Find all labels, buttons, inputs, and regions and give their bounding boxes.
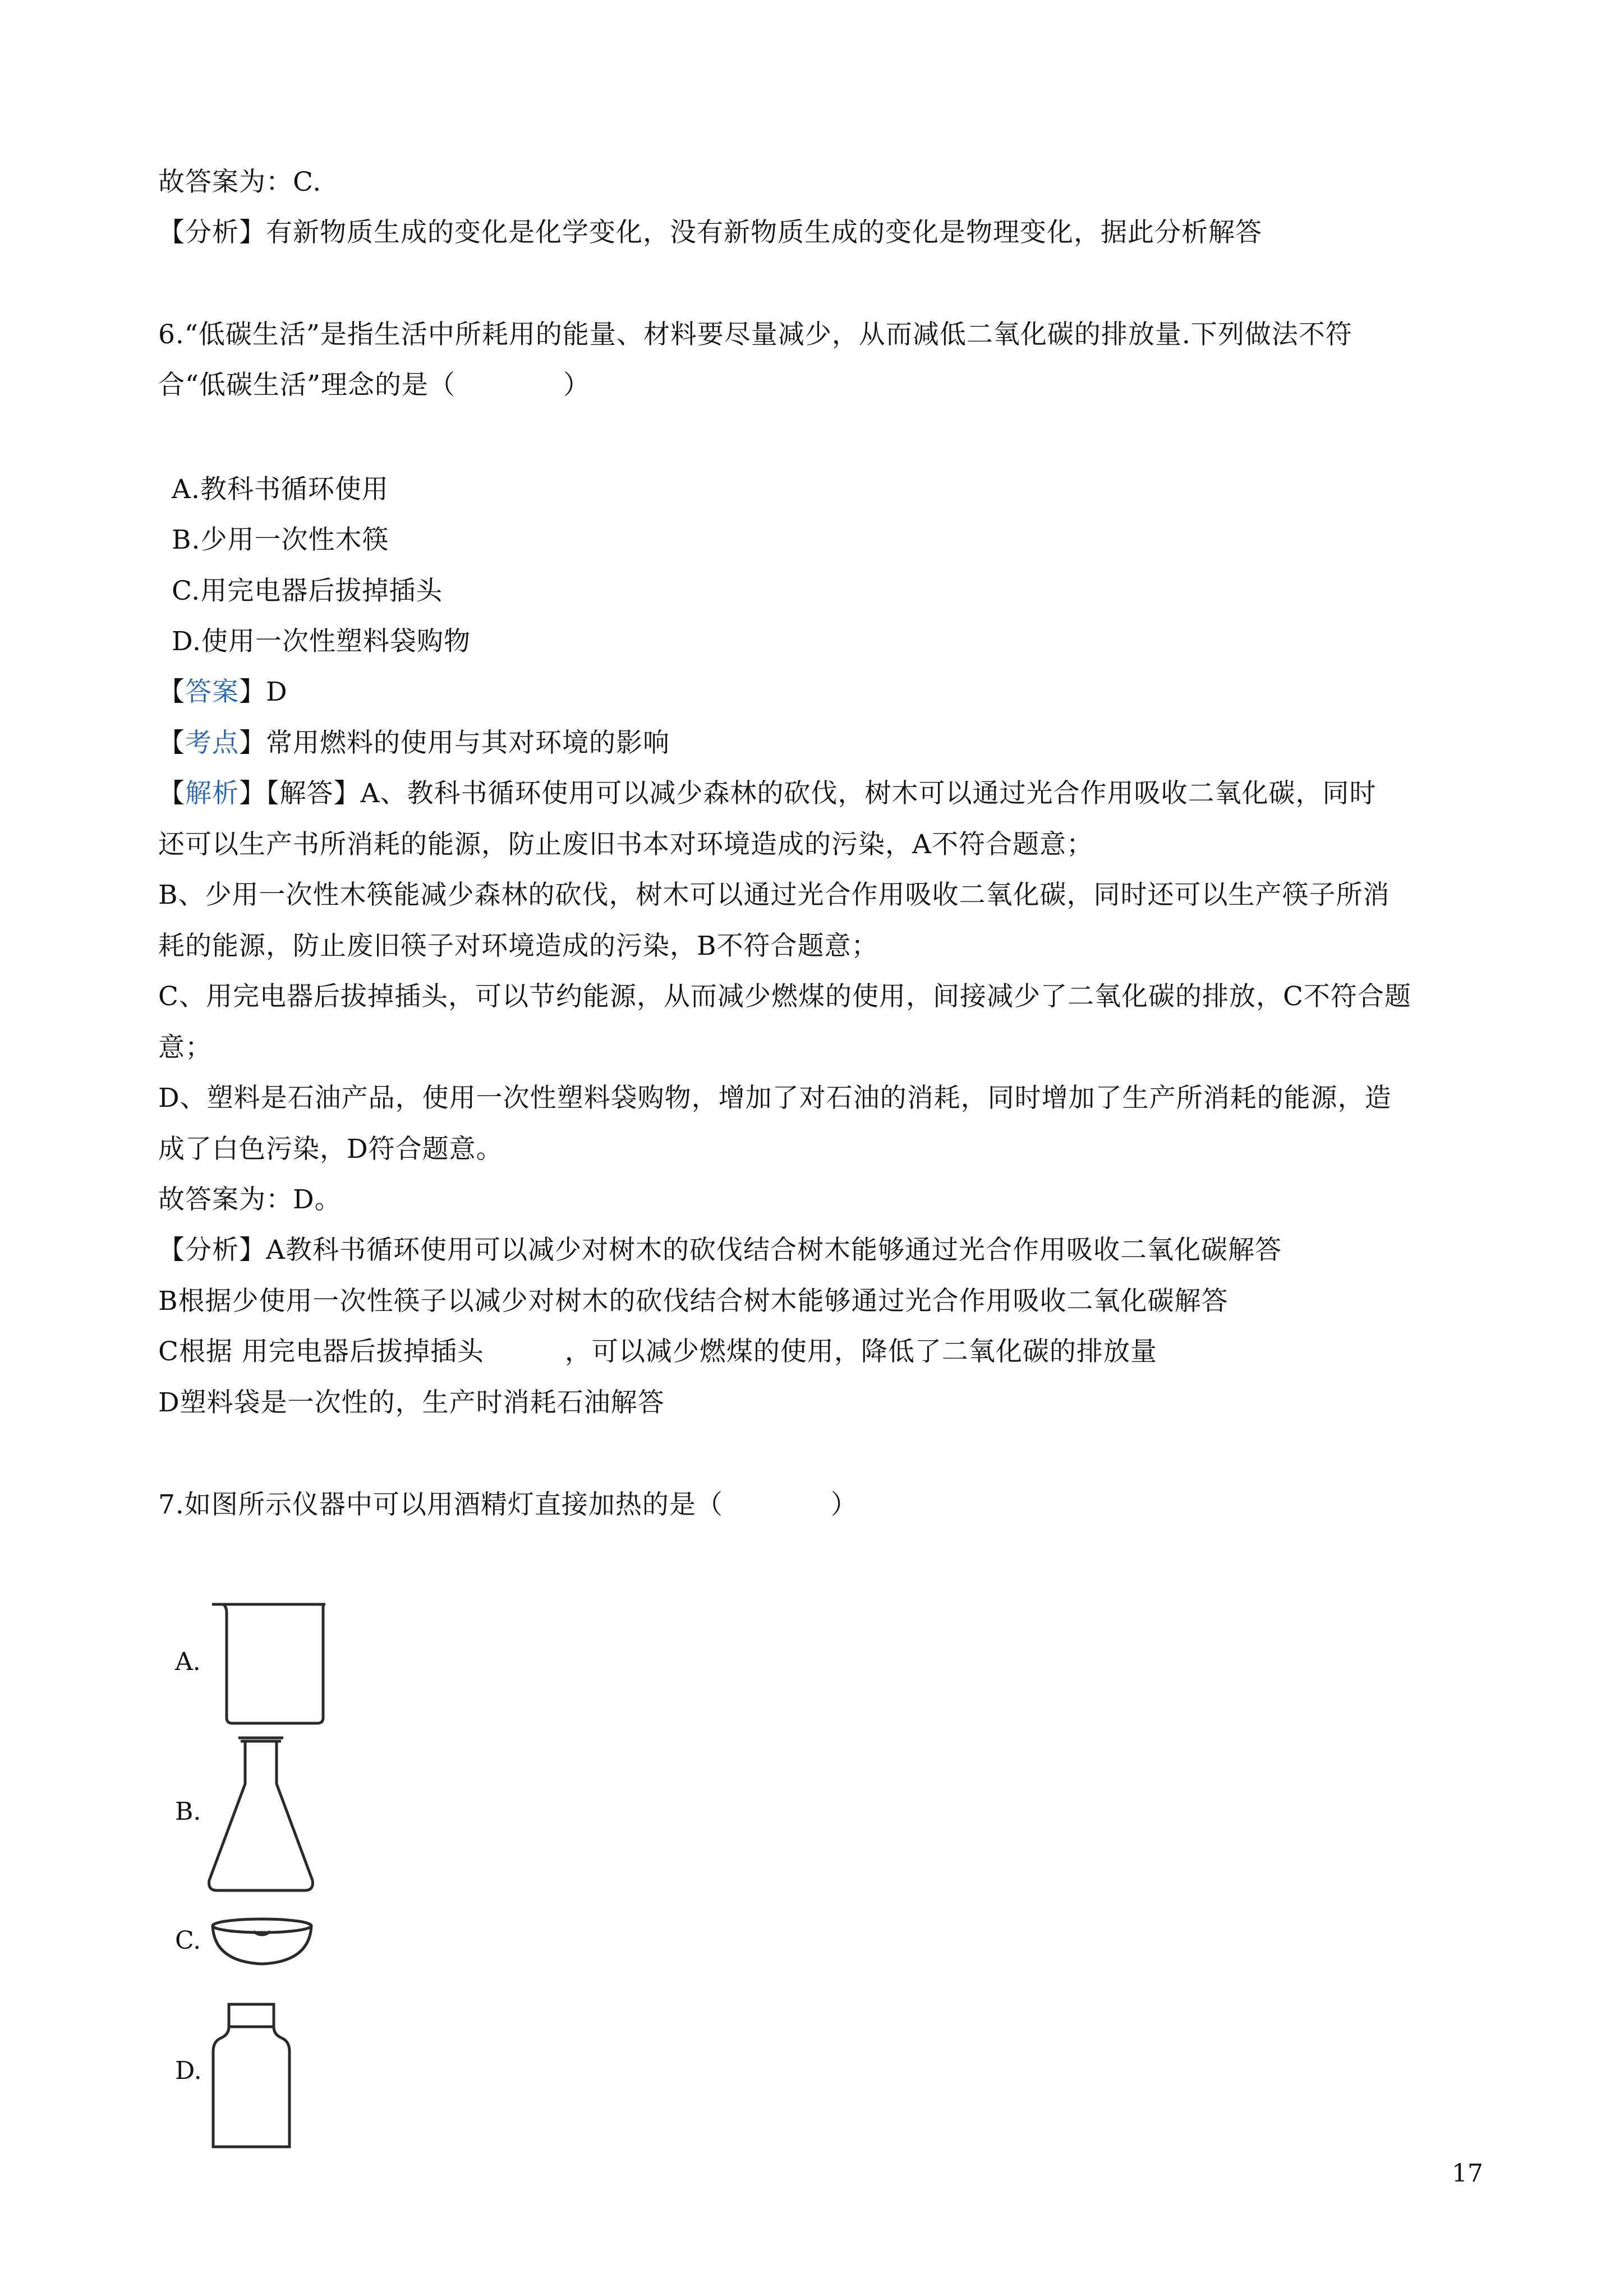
beaker-icon [208,1599,331,1728]
kaodian-value: 常用燃料的使用与其对环境的影响 [266,728,670,758]
q6-jiexi-line-1: 【解析】【解答】A、教科书循环使用可以减少森林的砍伐，树木可以通过光合作用吸收二氧化碳，同时 [158,778,1377,809]
q6-answer-line: 【答案】D [158,677,288,707]
jiexi-tag: 解析 [185,778,239,809]
q6-jiexi-line-3: B、少用一次性木筷能减少森林的砍伐，树木可以通过光合作用吸收二氧化碳，同时还可以生产筷子所消 [158,880,1390,910]
q6-option-d: D.使用一次性塑料袋购物 [172,626,471,657]
prev-analysis-line [158,216,1262,250]
q6-option-c: C.用完电器后拔掉插头 [172,576,443,606]
analysis-text: 有新物质生成的变化是化学变化，没有新物质生成的变化是物理变化，据此分析解答 [266,217,1262,248]
q7-option-c-label: C. [175,1926,201,1955]
q7-option-b-label: B. [175,1797,201,1826]
q6-option-a: A.教科书循环使用 [172,474,389,505]
q6-jiexi-line-6: 意； [158,1032,212,1063]
q6-jiexi-line-8: 成了白色污染，D符合题意。 [158,1134,503,1165]
q6-stem-line-1: 6.“低碳生活”是指生活中所耗用的能量、材料要尽量减少，从而减低二氧化碳的排放量.下列做法不符 [158,319,1352,350]
wide-mouth-bottle-icon [206,2000,296,2151]
evaporating-dish-icon [209,1916,315,1972]
jiexi-text: 【解答】A、教科书循环使用可以减少森林的砍伐，树木可以通过光合作用吸收二氧化碳，同时 [266,778,1377,809]
q6-jiexi-line-2: 还可以生产书所消耗的能源，防止废旧书本对环境造成的污染，A不符合题意； [158,829,1093,860]
conical-flask-icon [205,1733,317,1896]
q6-fenxi-line-1: 【分析】A教科书循环使用可以减少对树木的砍伐结合树木能够通过光合作用吸收二氧化碳解答 [158,1235,1282,1266]
q6-jiexi-line-4: 耗的能源，防止废旧筷子对环境造成的污染，B不符合题意； [158,931,878,961]
answer-value: D [266,677,288,707]
q7-option-d-label: D. [175,2056,202,2085]
q6-option-b: B.少用一次性木筷 [172,524,389,555]
analysis-tag: 【分析】 [158,217,266,248]
q6-final-answer: 故答案为：D。 [158,1184,342,1215]
q7-option-a-label: A. [175,1648,201,1676]
q6-stem-line-2: 合“低碳生活”理念的是（ ） [158,370,591,401]
kaodian-tag: 考点 [185,728,239,758]
page-number: 17 [1452,2159,1483,2188]
q6-kaodian-line: 【考点】常用燃料的使用与其对环境的影响 [158,728,670,758]
q6-fenxi-line-4: D塑料袋是一次性的，生产时消耗石油解答 [158,1387,665,1418]
prev-answer-line: 故答案为：C. [158,167,322,197]
answer-tag: 答案 [185,677,239,707]
q6-jiexi-line-7: D、塑料是石油产品，使用一次性塑料袋购物，增加了对石油的消耗，同时增加了生产所消耗的能源，造 [158,1083,1392,1114]
q7-stem: 7.如图所示仪器中可以用酒精灯直接加热的是（ ） [158,1489,858,1520]
q6-fenxi-line-3: C根据 用完电器后拔掉插头 ，可以减少燃煤的使用，降低了二氧化碳的排放量 [158,1336,1157,1367]
q6-fenxi-line-2: B根据少使用一次性筷子以减少对树木的砍伐结合树木能够通过光合作用吸收二氧化碳解答 [158,1286,1229,1317]
q6-jiexi-line-5: C、用完电器后拔掉插头，可以节约能源，从而减少燃煤的使用，间接减少了二氧化碳的排放，C不符合题 [158,981,1411,1012]
